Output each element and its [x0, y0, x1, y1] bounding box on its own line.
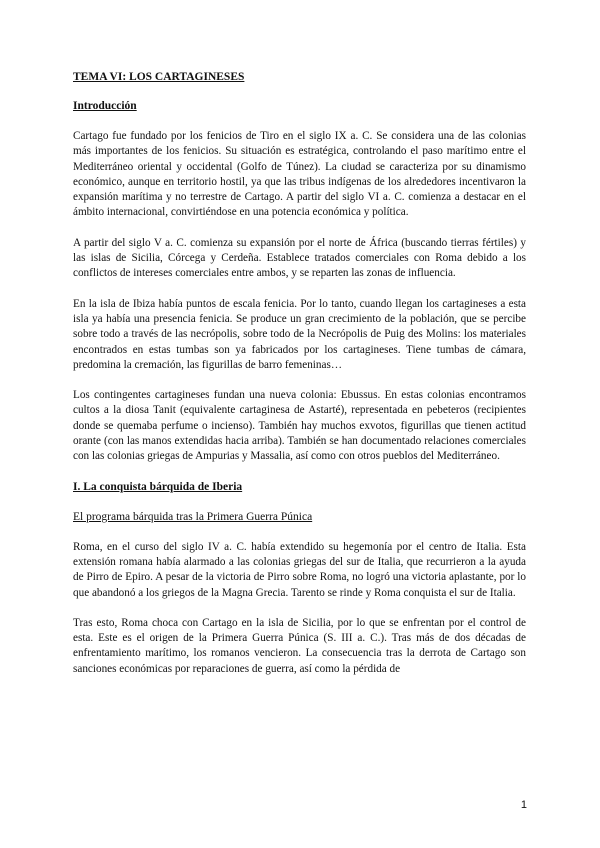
page-number: 1 — [520, 799, 527, 811]
subsection-heading: El programa bárquida tras la Primera Guerra Púnica — [73, 510, 313, 523]
intro-paragraph-2: A partir del siglo V a. C. comienza su expansión por el norte de África (buscando tierras fértiles) y las islas de Sicilia, Córcega y Cerdeña. Establece tratados comerciales con Roma debido a los conflictos de intereses comerciales entre ambos, y se reparten las zonas de influencia. — [73, 236, 526, 280]
document-page — [73, 70, 526, 692]
section-paragraph-2: Tras esto, Roma choca con Cartago en la isla de Sicilia, por lo que se enfrentan por el control de esta. Este es el origen de la Primera Guerra Púnica (S. III a. C.). Tras más de dos décadas de enfrentamiento marítimo, los romanos vencieron. La consecuencia tras la derrota de Cartago son sanciones económicas por reparaciones de guerra, así como la pérdida de — [73, 616, 526, 675]
intro-paragraph-1: Cartago fue fundado por los fenicios de Tiro en el siglo IX a. C. Se considera una de las colonias más importantes de los fenicios. Su situación es estratégica, controlando el paso marítimo entre el Mediterráneo oriental y occidental (Golfo de Túnez). La ciudad se caracteriza por su dinamismo económico, aunque en territorio hostil, ya que las tribus indígenas de los alrededores incentivaron la expansión marítima y no terrestre de Cartago. A partir del siglo VI a. C. comienza a destacar en el ámbito internacional, convirtiéndose en una potencia económica y política. — [73, 130, 526, 219]
intro-paragraph-4: Los contingentes cartagineses fundan una nueva colonia: Ebussus. En estas colonias encontramos cultos a la diosa Tanit (equivalente cartaginesa de Astarté), representada en pebeteros (recipientes donde se quemaba perfume o incienso). También hay muchos exvotos, figurillas que tienen actitud orante (con las manos extendidas hacia arriba). También se han documentado relaciones comerciales con las colonias griegas de Ampurias y Massalia, así como con otros pueblos del Mediterráneo. — [73, 389, 526, 463]
section-heading: I. La conquista bárquida de Iberia — [73, 480, 243, 493]
intro-heading: Introducción — [73, 100, 137, 112]
document-title: TEMA VI: LOS CARTAGINESES — [73, 71, 245, 83]
section-paragraph-1: Roma, en el curso del siglo IV a. C. había extendido su hegemonía por el centro de Italia. Esta extensión romana había alarmado a las colonias griegas del sur de Italia, que recurrieron a la ayuda de Pirro de Epiro. A pesar de la victoria de Pirro sobre Roma, no logró una victoria aplastante, por lo que abandonó a los griegos de la Magna Grecia. Tarento se rinde y Roma conquista el sur de Italia. — [73, 540, 526, 599]
intro-paragraph-3: En la isla de Ibiza había puntos de escala fenicia. Por lo tanto, cuando llegan los cartagineses a esta isla ya había una presencia fenicia. Se produce un gran crecimiento de la población, que se percibe sobre todo a través de las necrópolis, sobre todo de la Necrópolis de Puig des Molins: los materiales encontrados en estas tumbas son ya fabricados por los cartagineses. Tiene tumbas de cámara, predomina la cremación, las figurillas de barro femeninas… — [73, 297, 526, 371]
